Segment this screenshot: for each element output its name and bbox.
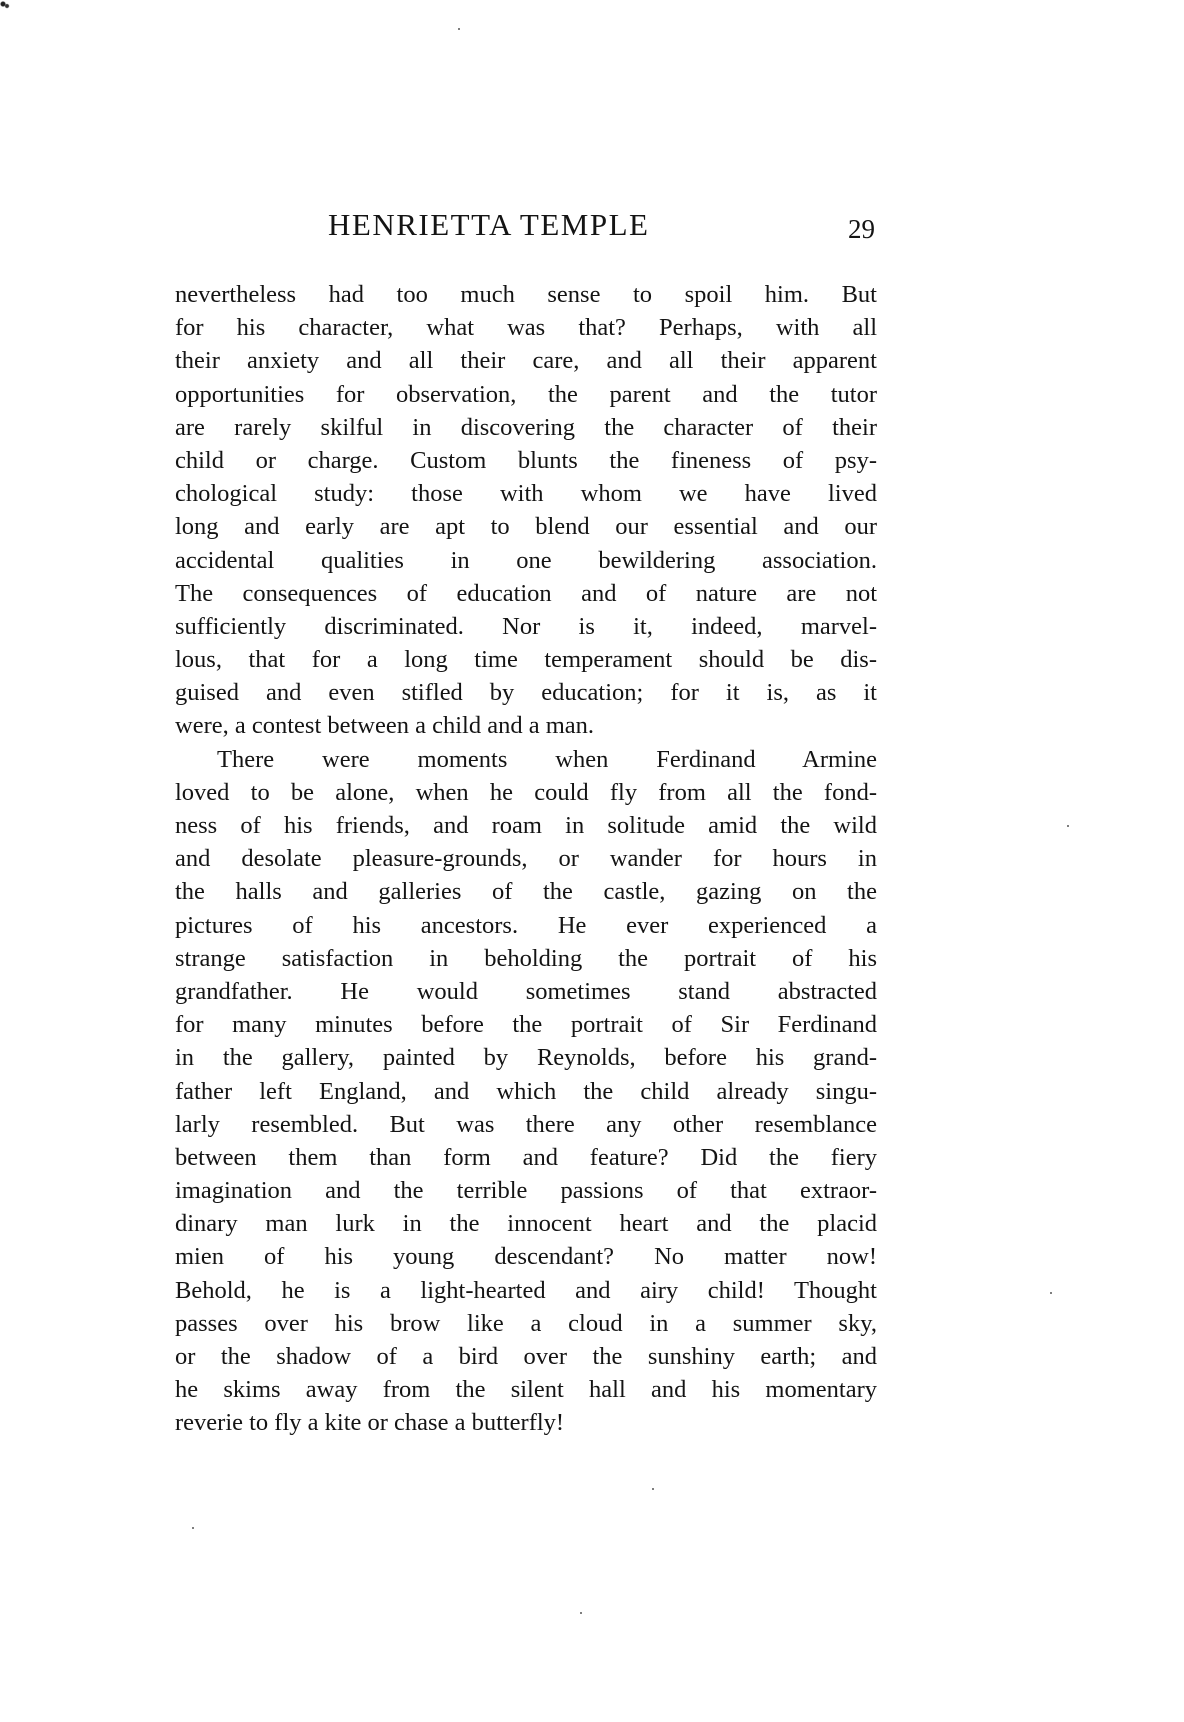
paper-speck	[1067, 825, 1069, 827]
text-line: and desolate pleasure-grounds, or wander for hours in	[175, 845, 877, 873]
text-line: imagination and the terrible passions of that extraor-	[175, 1177, 877, 1205]
text-line: guised and even stifled by education; for it is, as it	[175, 679, 877, 707]
text-line: sufficiently discriminated. Nor is it, indeed, marvel-	[175, 612, 877, 640]
text-line: for many minutes before the portrait of Sir Ferdinand	[175, 1011, 877, 1039]
text-line: dinary man lurk in the innocent heart and the placid	[175, 1210, 877, 1238]
text-line: or the shadow of a bird over the sunshiny earth; and	[175, 1343, 877, 1370]
text-line: ness of his friends, and roam in solitude amid the wild	[175, 812, 877, 839]
text-line: reverie to fly a kite or chase a butterfly!	[175, 1409, 565, 1437]
text-line: he skims away from the silent hall and his momentary	[175, 1376, 877, 1404]
text-line: nevertheless had too much sense to spoil him. But	[175, 281, 877, 308]
text-line: loved to be alone, when he could fly from all the fond-	[175, 778, 877, 806]
corner-ink-mark	[0, 0, 10, 10]
paper-speck	[458, 28, 460, 30]
running-title: HENRIETTA TEMPLE	[328, 207, 650, 242]
page-number: 29	[848, 214, 875, 244]
paper-speck	[1050, 1292, 1052, 1294]
text-line: pictures of his ancestors. He ever experienced a	[175, 911, 877, 939]
text-line: grandfather. He would sometimes stand abstracted	[175, 977, 877, 1005]
text-line: passes over his brow like a cloud in a summer sky,	[175, 1309, 877, 1337]
text-line: child or charge. Custom blunts the fineness of psy-	[175, 446, 877, 474]
text-line: opportunities for observation, the parent and the tutor	[175, 380, 877, 408]
text-line: lous, that for a long time temperament should be dis-	[175, 646, 877, 674]
text-line: are rarely skilful in discovering the character of their	[175, 413, 877, 441]
text-line: strange satisfaction in beholding the portrait of his	[175, 944, 877, 972]
text-line: were, a contest between a child and a man.	[175, 712, 595, 740]
text-line: There were moments when Ferdinand Armine	[217, 745, 877, 773]
body-text	[175, 278, 877, 1440]
text-line: in the gallery, painted by Reynolds, before his grand-	[175, 1044, 877, 1072]
text-line: their anxiety and all their care, and all their apparent	[175, 347, 877, 375]
text-line: Behold, he is a light-hearted and airy child! Thought	[175, 1276, 877, 1304]
text-line: between them than form and feature? Did the fiery	[175, 1143, 877, 1171]
paper-speck	[192, 1527, 194, 1529]
text-line: for his character, what was that? Perhaps, with all	[175, 314, 877, 342]
paper-speck	[652, 1488, 654, 1490]
paper-speck	[580, 1612, 582, 1614]
text-line: the halls and galleries of the castle, gazing on the	[175, 878, 877, 906]
text-line: accidental qualities in one bewildering association.	[175, 546, 877, 574]
page-header	[175, 205, 875, 245]
text-line: father left England, and which the child already singu-	[175, 1077, 877, 1105]
text-line: larly resembled. But was there any other resemblance	[175, 1110, 877, 1138]
text-line: The consequences of education and of nature are not	[175, 579, 877, 607]
text-line: mien of his young descendant? No matter now!	[175, 1243, 877, 1271]
text-line: long and early are apt to blend our essential and our	[175, 513, 877, 541]
text-line: chological study: those with whom we have lived	[175, 480, 877, 508]
